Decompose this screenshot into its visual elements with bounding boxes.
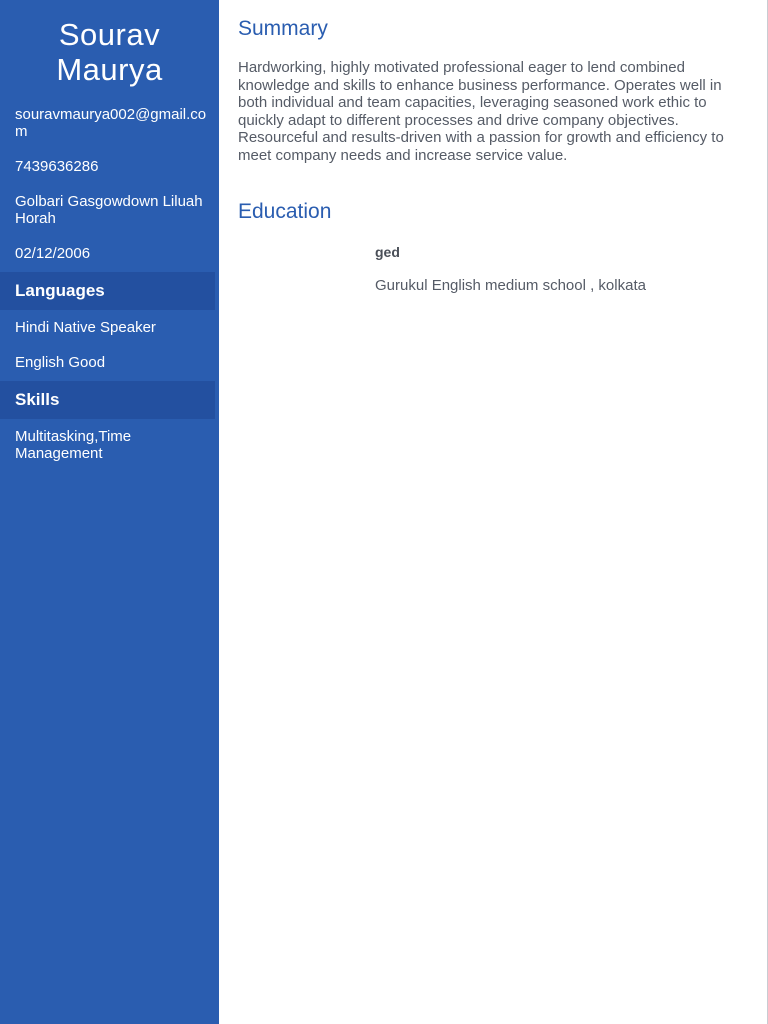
summary-heading: Summary bbox=[238, 17, 328, 40]
phone-text: 7439636286 bbox=[15, 158, 99, 175]
language-item: Hindi Native Speaker bbox=[15, 319, 156, 336]
candidate-name: Sourav Maurya bbox=[56, 17, 163, 87]
education-entry bbox=[375, 243, 747, 295]
summary-text: Hardworking, highly motivated professional eager to lend combined knowledge and skills to enhance business performance. Operates well in both individual and team capacities, leveraging seasoned work ethic to quickly adapt to different processes and drive company objectives. Resourceful and results-driven with a passion for growth and efficiency to meet company needs and increase service value. bbox=[238, 59, 724, 164]
dob-text: 02/12/2006 bbox=[15, 245, 91, 262]
skills-heading: Skills bbox=[0, 381, 215, 419]
school-text: Gurukul English medium school , kolkata bbox=[375, 277, 646, 294]
languages-heading: Languages bbox=[0, 272, 215, 310]
skill-item: Multitasking,Time Management bbox=[15, 428, 132, 462]
email-text: souravmaurya002@gmail.com bbox=[15, 106, 207, 140]
education-heading: Education bbox=[238, 200, 332, 223]
language-item: English Good bbox=[15, 354, 106, 371]
address-text: Golbari Gasgowdown Liluah Horah bbox=[15, 193, 203, 227]
degree-text: ged bbox=[375, 244, 400, 260]
sidebar bbox=[0, 0, 219, 1024]
main-content bbox=[219, 0, 768, 1024]
